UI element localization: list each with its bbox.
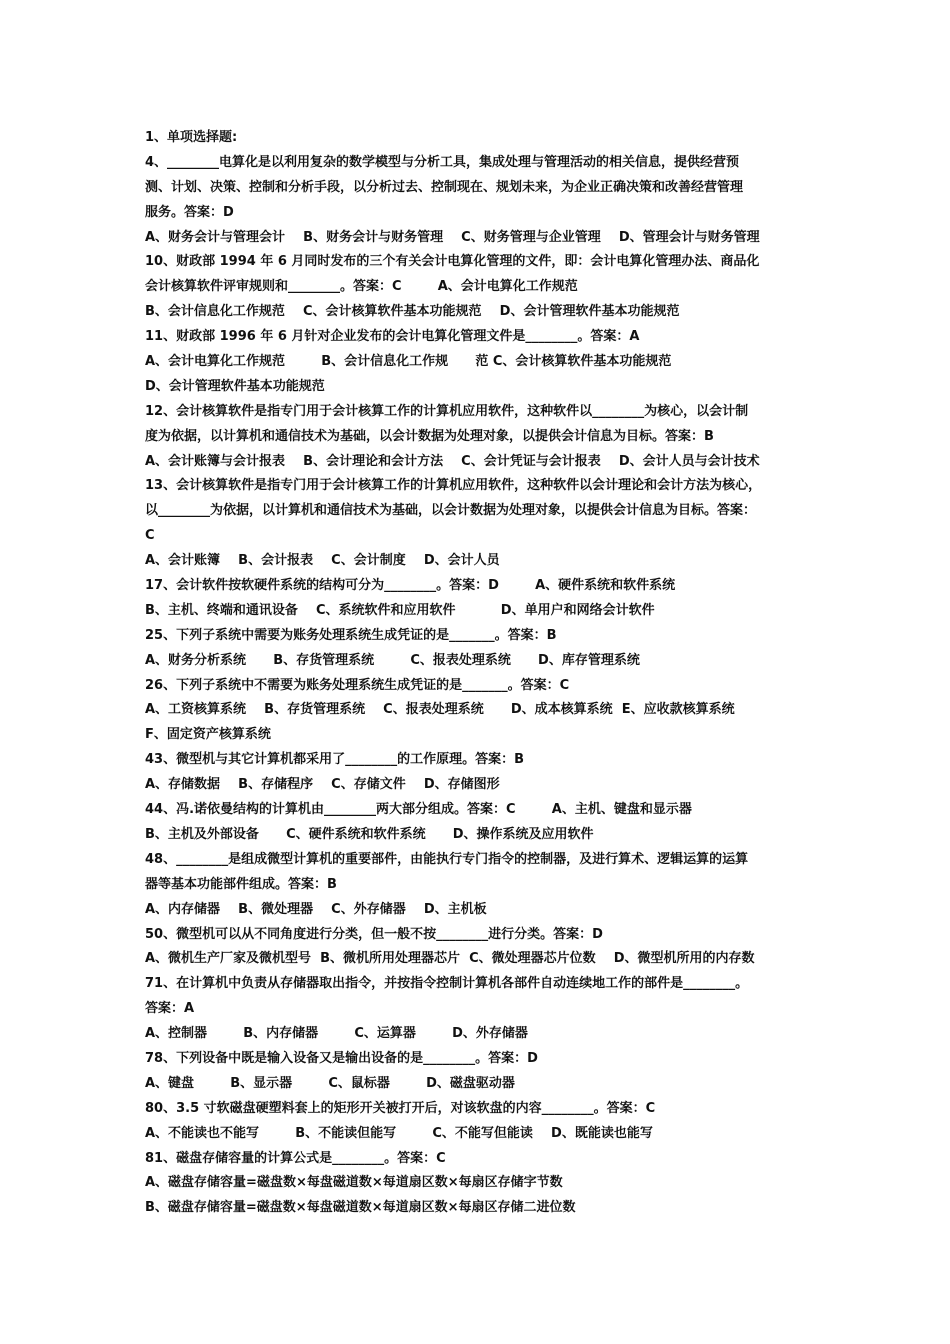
text-line: 10、财政部 1994 年 6 月同时发布的三个有关会计电算化管理的文件，即：会计电算化管理办法、商品化	[145, 254, 760, 270]
text-line: 测、计划、决策、控制和分析手段，以分析过去、控制现在、规划未来，为企业正确决策和改善经营管理	[145, 179, 744, 195]
text-line: A、不能读也不能写 B、不能读但能写 C、不能写但能读 D、既能读也能写	[145, 1125, 653, 1141]
text-line: A、存储数据 B、存储程序 C、存储文件 D、存储图形	[145, 777, 500, 793]
text-line: 服务。答案：D	[145, 204, 234, 220]
text-line: 48、________是组成微型计算机的重要部件，由能执行专门指令的控制器，及进行算术、逻辑运算的运算	[145, 851, 749, 867]
text-line: 4、________电算化是以利用复杂的数学模型与分析工具，集成处理与管理活动的相关信息，提供经营预	[145, 154, 740, 170]
text-line: 12、会计核算软件是指专门用于会计核算工作的计算机应用软件，这种软件以________为核心，以会计制	[145, 403, 749, 419]
text-line: B、主机及外部设备 C、硬件系统和软件系统 D、操作系统及应用软件	[145, 826, 594, 842]
text-line: B、主机、终端和通讯设备 C、系统软件和应用软件 D、单用户和网络会计软件	[145, 602, 655, 618]
text-line: A、控制器 B、内存储器 C、运算器 D、外存储器	[145, 1026, 528, 1042]
text-line: 25、下列子系统中需要为账务处理系统生成凭证的是_______。答案：B	[145, 627, 557, 643]
text-line: A、财务分析系统 B、存货管理系统 C、报表处理系统 D、库存管理系统	[145, 652, 640, 668]
text-line: 以________为依据，以计算机和通信技术为基础，以会计数据为处理对象，以提供会计信息为目标。答案：	[145, 503, 757, 519]
text-line: 44、冯.诺依曼结构的计算机由________两大部分组成。答案：C A、主机、键盘和显示器	[145, 802, 692, 818]
text-line: 78、下列设备中既是输入设备又是输出设备的是________。答案：D	[145, 1050, 538, 1066]
text-line: 50、微型机可以从不同角度进行分类，但一般不按________进行分类。答案：D	[145, 926, 603, 942]
text-line: 会计核算软件评审规则和________。答案：C A、会计电算化工作规范	[145, 279, 578, 295]
text-line: 80、3.5 寸软磁盘硬塑料套上的矩形开关被打开后，对该软盘的内容________。答案：C	[145, 1100, 656, 1116]
text-line: C	[145, 528, 155, 544]
text-line: A、磁盘存储容量=磁盘数×每盘磁道数×每道扇区数×每扇区存储字节数	[145, 1175, 563, 1191]
text-line: B、会计信息化工作规范 C、会计核算软件基本功能规范 D、会计管理软件基本功能规范	[145, 304, 680, 320]
text-line: 17、会计软件按软硬件系统的结构可分为________。答案：D A、硬件系统和软件系统	[145, 578, 676, 594]
text-line: 11、财政部 1996 年 6 月针对企业发布的会计电算化管理文件是________。答案：A	[145, 329, 640, 345]
text-line: A、会计账簿与会计报表 B、会计理论和会计方法 C、会计凭证与会计报表 D、会计人员与会计技术	[145, 453, 760, 469]
text-line: 43、微型机与其它计算机都采用了________的工作原理。答案：B	[145, 752, 524, 768]
text-line: 1、单项选择题:	[145, 130, 238, 145]
text-line: 答案：A	[145, 1001, 195, 1017]
text-line: B、磁盘存储容量=磁盘数×每盘磁道数×每道扇区数×每扇区存储二进位数	[145, 1200, 576, 1216]
text-line: 71、在计算机中负责从存储器取出指令，并按指令控制计算机各部件自动连续地工作的部件是________。	[145, 976, 749, 992]
text-line: A、工资核算系统 B、存货管理系统 C、报表处理系统 D、成本核算系统 E、应收款核算系统	[145, 702, 735, 718]
text-line: D、会计管理软件基本功能规范	[145, 378, 325, 394]
text-line: A、微机生产厂家及微机型号 B、微机所用处理器芯片 C、微处理器芯片位数 D、微型机所用的内存数	[145, 951, 755, 967]
text-line: F、固定资产核算系统	[145, 727, 271, 743]
text-line: A、会计账簿 B、会计报表 C、会计制度 D、会计人员	[145, 553, 500, 569]
text-line: A、键盘 B、显示器 C、鼠标器 D、磁盘驱动器	[145, 1075, 515, 1091]
text-line: A、内存储器 B、微处理器 C、外存储器 D、主机板	[145, 901, 487, 917]
text-line: 81、磁盘存储容量的计算公式是________。答案：C	[145, 1150, 446, 1166]
text-line: A、财务会计与管理会计 B、财务会计与财务管理 C、财务管理与企业管理 D、管理会计与财务管理	[145, 229, 760, 245]
question-list	[145, 126, 817, 1221]
text-line: 度为依据，以计算机和通信技术为基础，以会计数据为处理对象，以提供会计信息为目标。答案：B	[145, 428, 714, 444]
text-line: 13、会计核算软件是指专门用于会计核算工作的计算机应用软件，这种软件以会计理论和会计方法为核心，	[145, 478, 762, 494]
text-line: 26、下列子系统中不需要为账务处理系统生成凭证的是_______。答案：C	[145, 677, 570, 693]
text-line: 器等基本功能部件组成。答案：B	[145, 876, 337, 892]
text-line: A、会计电算化工作规范 B、会计信息化工作规 范 C、会计核算软件基本功能规范	[145, 354, 672, 370]
